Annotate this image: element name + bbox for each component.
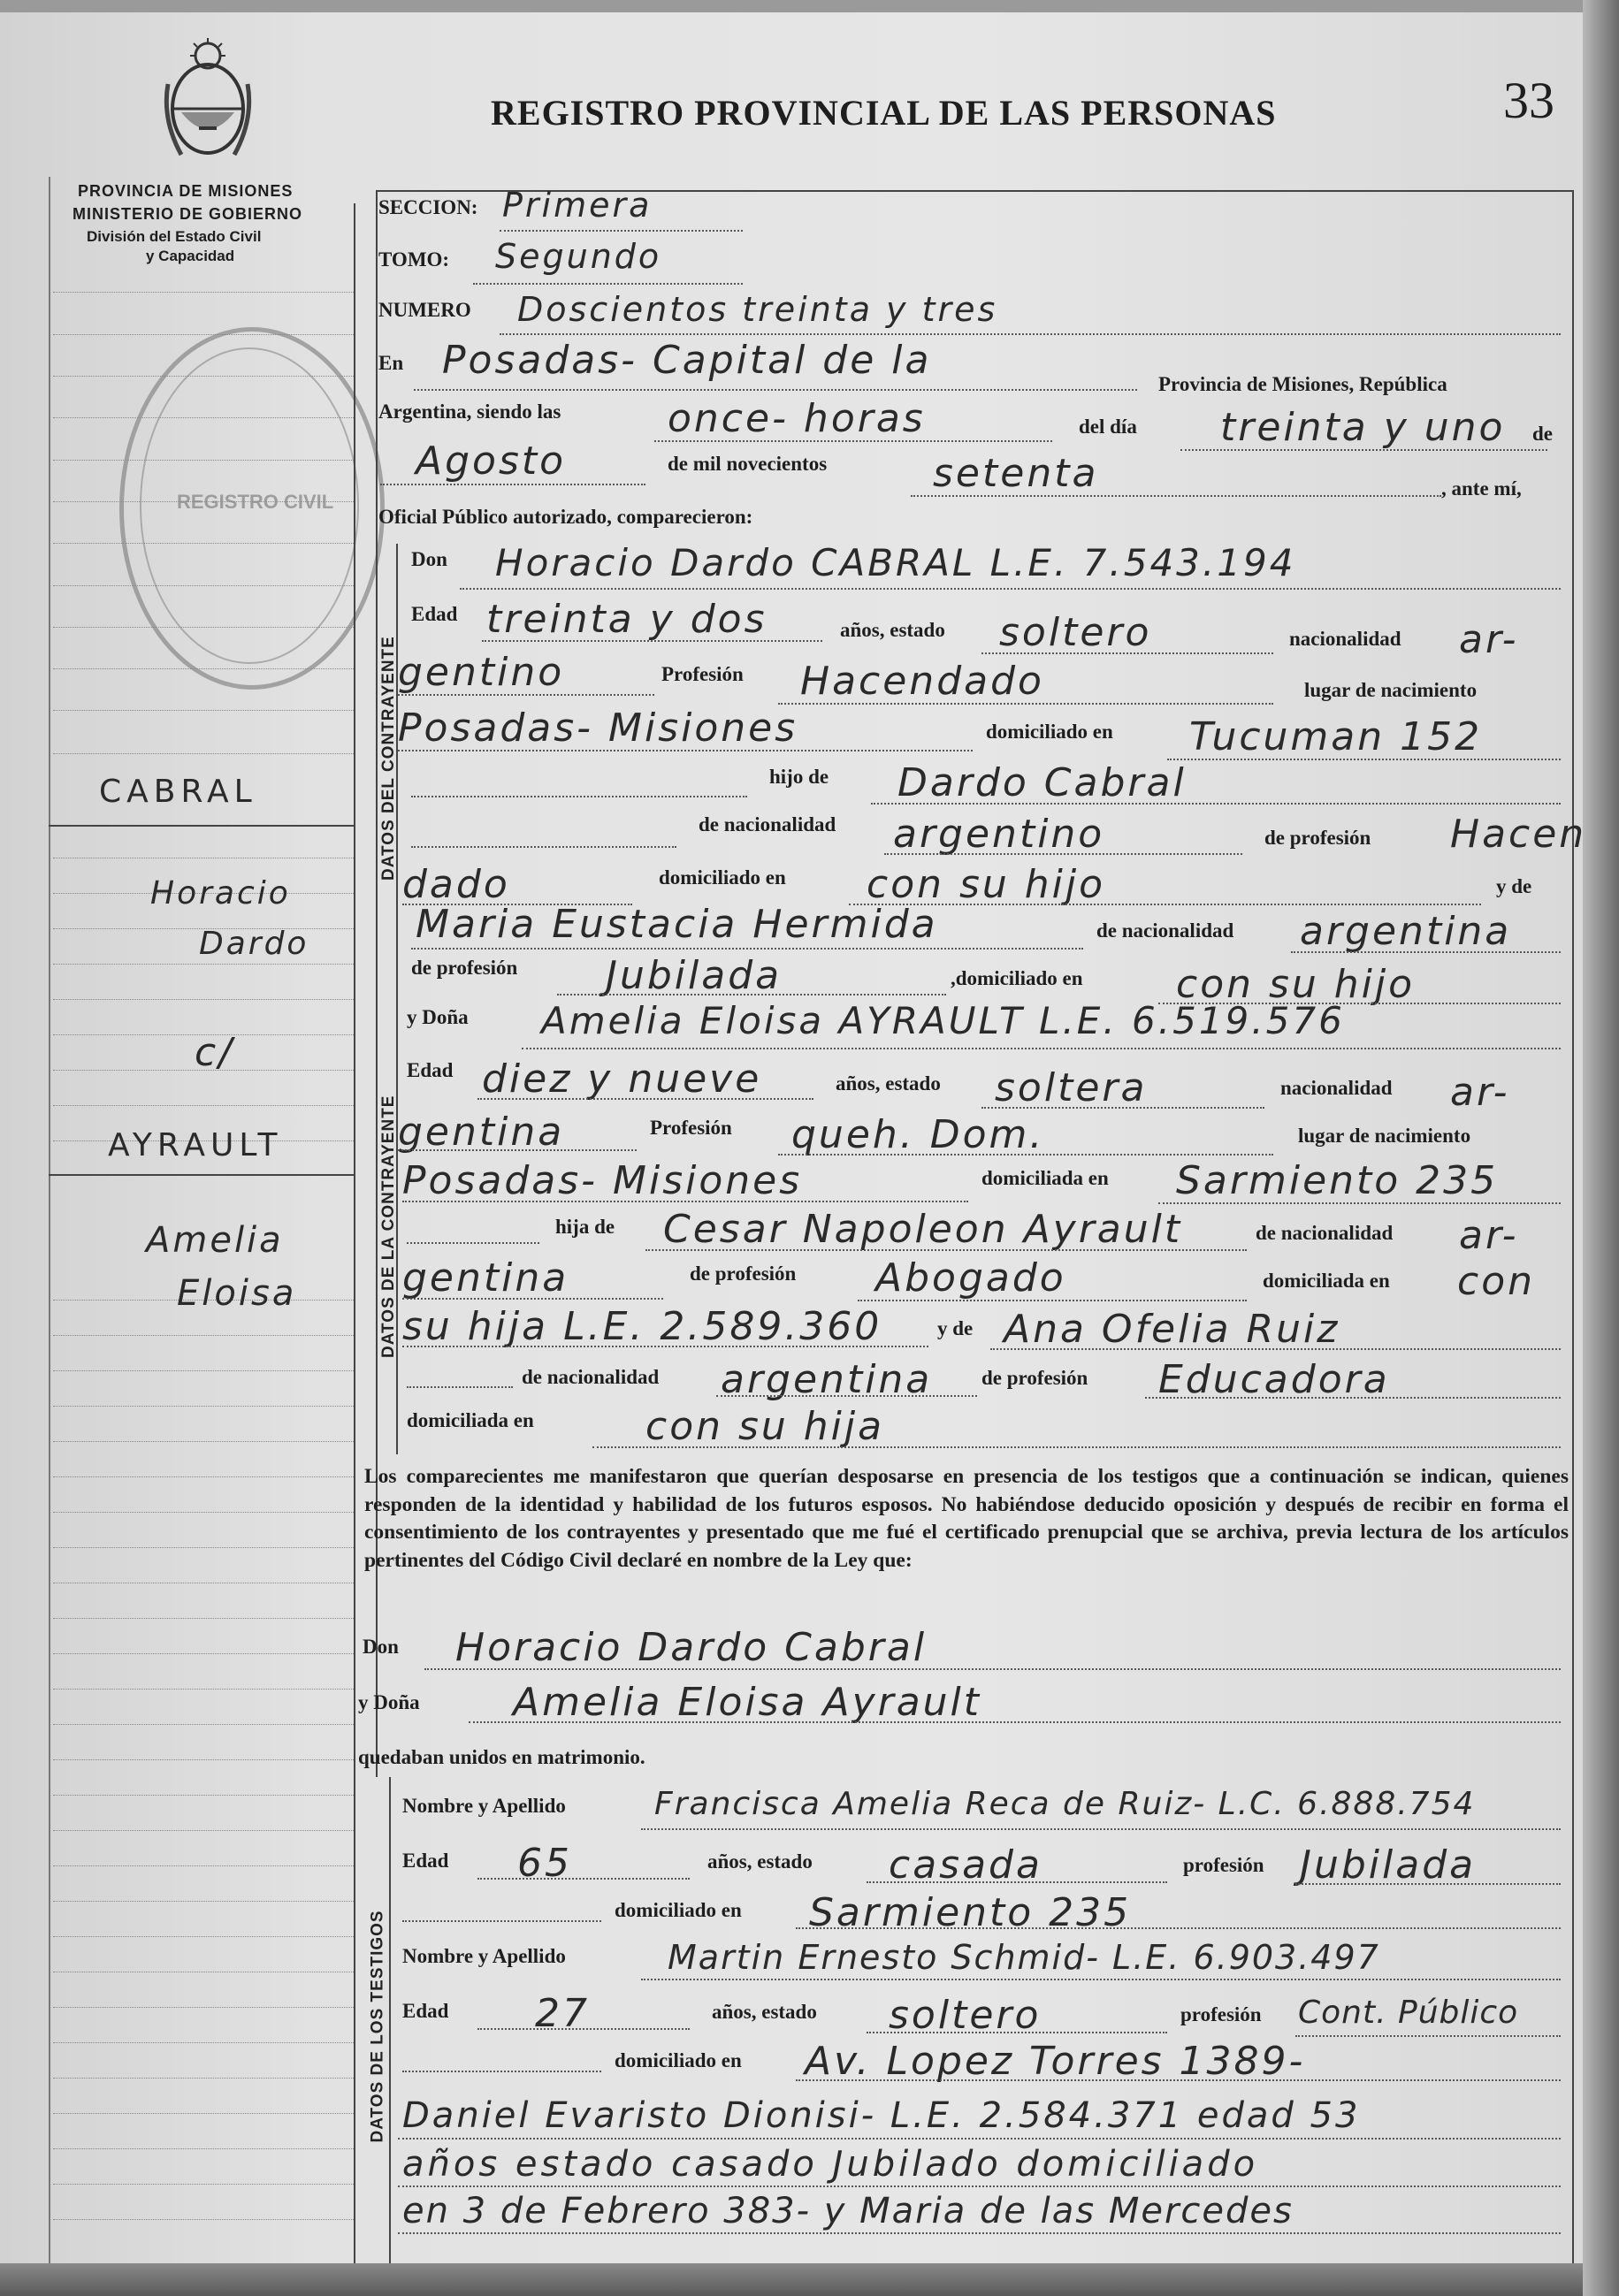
- bride-nacionalidad-label: nacionalidad: [1280, 1077, 1393, 1099]
- witness-extra-line-1: Daniel Evaristo Dionisi- L.E. 2.584.371 edad 53: [402, 2095, 1361, 2136]
- bride-padre-dom-value-a: con: [1457, 1259, 1535, 1304]
- bride-padre-prof-value: Abogado: [875, 1255, 1066, 1301]
- witness-extra-line-3: en 3 de Febrero 383- y Maria de las Mercedes: [402, 2191, 1294, 2231]
- groom-padre-prof-label: de profesión: [1264, 827, 1371, 849]
- bride-hija-label: hija de: [555, 1216, 615, 1238]
- division-label-1: División del Estado Civil: [87, 228, 262, 245]
- mes-value: Agosto: [416, 439, 567, 484]
- numero-label: NUMERO: [378, 299, 471, 321]
- official-seal: [119, 327, 385, 690]
- witness1-name-value: Francisca Amelia Reca de Ruiz- L.C. 6.888.754: [654, 1786, 1476, 1822]
- bride-name-value: Amelia Eloisa AYRAULT L.E. 6.519.576: [541, 999, 1345, 1042]
- bride-nacionalidad-value-a: ar-: [1450, 1070, 1510, 1115]
- anio-value: setenta: [933, 451, 1099, 496]
- groom-domicilio-label: domiciliado en: [986, 721, 1113, 743]
- bride-y-de-label: y de: [937, 1317, 974, 1339]
- margin-name-1a: Horacio: [150, 875, 291, 912]
- witness2-profesion-label: profesión: [1180, 2003, 1262, 2025]
- bride-madre-dom-value: con su hija: [645, 1404, 885, 1449]
- bride-lugar-value: Posadas- Misiones: [402, 1158, 803, 1203]
- seccion-label: SECCION:: [378, 196, 478, 218]
- witness2-estado-label: años, estado: [712, 2001, 817, 2023]
- bride-domicilio-label: domiciliada en: [981, 1167, 1109, 1189]
- oficial-text: Oficial Público autorizado, comparecieron:: [378, 506, 753, 528]
- groom-name-value: Horacio Dardo CABRAL L.E. 7.543.194: [495, 541, 1296, 584]
- bride-nacionalidad-value-b: gentina: [398, 1110, 565, 1155]
- witness2-edad-label: Edad: [402, 2000, 449, 2022]
- numero-value: Doscientos treinta y tres: [517, 290, 998, 329]
- witness1-profesion-value: Jubilada: [1300, 1842, 1477, 1888]
- left-column-rule-left: [49, 177, 50, 2263]
- margin-name-2a: Amelia: [146, 1220, 284, 1261]
- witness-extra-line-2: años estado casado Jubilado domiciliado: [402, 2144, 1259, 2185]
- bride-padre-value: Cesar Napoleon Ayrault: [663, 1207, 1183, 1252]
- groom-nacionalidad-value-a: ar-: [1459, 617, 1519, 662]
- groom-padre-nac-value: argentino: [893, 812, 1105, 857]
- margin-surname-1: CABRAL: [99, 774, 257, 810]
- ministry-label: MINISTERIO DE GOBIERNO: [73, 205, 303, 223]
- declaration-paragraph: Los comparecientes me manifestaron que querían desposarse en presencia de los testigos que a continuación se indican, quienes responden de la identidad y habilidad de los futuros esposos. No habiéndose deducido oposición y después de recibir en forma el consentimiento de los contrayentes y presentado que me fué el certificado prenupcial que se archiva, previa lectura de los artículos pertinentes del Código Civil declaré en nombre de la Ley que:: [364, 1465, 1569, 1572]
- declaration-dona-value: Amelia Eloisa Ayrault: [513, 1680, 982, 1725]
- groom-madre-prof-label: de profesión: [411, 957, 518, 979]
- bride-padre-prof-label: de profesión: [690, 1262, 797, 1285]
- seccion-value: Primera: [502, 186, 653, 225]
- division-label-2: y Capacidad: [146, 248, 235, 264]
- groom-madre-value: Maria Eustacia Hermida: [416, 902, 938, 947]
- witness2-domicilio-label: domiciliado en: [615, 2049, 742, 2071]
- coat-of-arms-icon: [155, 31, 261, 172]
- bride-edad-value: diez y nueve: [482, 1056, 762, 1102]
- witness1-edad-value: 65: [517, 1841, 572, 1886]
- bride-madre-nac-label: de nacionalidad: [522, 1366, 660, 1388]
- groom-profesion-value: Hacendado: [800, 659, 1044, 704]
- bride-padre-dom-value-b: su hija L.E. 2.589.360: [402, 1304, 882, 1349]
- margin-name-2b: Eloisa: [177, 1273, 297, 1314]
- declaration-rule: [354, 1450, 355, 2263]
- bride-estado-value: soltera: [995, 1065, 1148, 1110]
- groom-nacionalidad-value-b: gentino: [398, 650, 565, 695]
- groom-lugar-label: lugar de nacimiento: [1304, 679, 1478, 701]
- margin-connector: c/: [195, 1030, 235, 1075]
- witness2-nombre-label: Nombre y Apellido: [402, 1945, 566, 1967]
- groom-padre-dom-value: con su hijo: [867, 862, 1106, 907]
- bride-madre-value: Ana Ofelia Ruiz: [1004, 1307, 1340, 1352]
- margin-surname-2: AYRAULT: [108, 1127, 283, 1163]
- groom-madre-nac-label: de nacionalidad: [1096, 919, 1234, 942]
- witness2-name-value: Martin Ernesto Schmid- L.E. 6.903.497: [668, 1938, 1380, 1977]
- groom-padre-dom-label: domiciliado en: [659, 866, 786, 889]
- declaration-don-label: Don: [363, 1636, 399, 1658]
- margin-divider-1: [49, 825, 354, 827]
- declaration-unidos-text: quedaban unidos en matrimonio.: [358, 1746, 645, 1768]
- groom-domicilio-value: Tucuman 152: [1189, 714, 1483, 759]
- side-label-bride: DATOS DE LA CONTRAYENTE: [379, 1095, 398, 1358]
- bride-edad-label: Edad: [407, 1059, 454, 1081]
- groom-padre-value: Dardo Cabral: [897, 760, 1187, 805]
- groom-madre-nac-value: argentina: [1300, 909, 1512, 954]
- witness-section-rule: [389, 1777, 391, 2263]
- form-rule-right: [1572, 190, 1574, 2263]
- groom-padre-nac-label: de nacionalidad: [699, 813, 836, 835]
- page-title: REGISTRO PROVINCIAL DE LAS PERSONAS: [491, 93, 1277, 133]
- witness2-domicilio-value: Av. Lopez Torres 1389-: [805, 2039, 1306, 2084]
- margin-divider-2: [49, 1174, 354, 1176]
- witness1-profesion-label: profesión: [1183, 1854, 1264, 1876]
- bride-madre-dom-label: domiciliada en: [407, 1409, 534, 1431]
- bride-lugar-label: lugar de nacimiento: [1298, 1125, 1471, 1147]
- witness2-estado-value: soltero: [889, 1993, 1042, 2038]
- en-value: Posadas- Capital de la: [442, 338, 932, 383]
- province-label: PROVINCIA DE MISIONES: [78, 182, 294, 200]
- side-label-witnesses: DATOS DE LOS TESTIGOS: [368, 1910, 387, 2143]
- witness1-domicilio-value: Sarmiento 235: [809, 1890, 1132, 1935]
- de-text: de: [1532, 423, 1553, 445]
- witness1-nombre-label: Nombre y Apellido: [402, 1795, 566, 1817]
- groom-lugar-value: Posadas- Misiones: [398, 706, 798, 751]
- groom-madre-dom-label: ,domiciliado en: [951, 967, 1083, 989]
- witness2-edad-value: 27: [535, 1991, 590, 2036]
- witness1-edad-label: Edad: [402, 1850, 449, 1872]
- declaration-dona-label: y Doña: [358, 1691, 420, 1713]
- bride-domicilio-value: Sarmiento 235: [1176, 1158, 1499, 1203]
- groom-hijo-label: hijo de: [769, 766, 829, 788]
- bottom-shadow: [0, 2263, 1619, 2296]
- ante-mi-text: , ante mí,: [1441, 477, 1522, 500]
- tomo-value: Segundo: [495, 237, 662, 276]
- witness2-profesion-value: Cont. Público: [1298, 1995, 1519, 2031]
- groom-madre-prof-value: Jubilada: [606, 953, 783, 998]
- seal-text: REGISTRO CIVIL: [177, 491, 334, 513]
- groom-profesion-label: Profesión: [661, 663, 744, 685]
- declaration-don-value: Horacio Dardo Cabral: [455, 1625, 928, 1670]
- groom-edad-value: treinta y dos: [486, 597, 767, 642]
- groom-edad-label: Edad: [411, 603, 458, 625]
- page-number: 33: [1503, 72, 1554, 129]
- bride-profesion-label: Profesión: [650, 1117, 732, 1139]
- del-dia-text: del día: [1079, 416, 1137, 438]
- witness1-domicilio-label: domiciliado en: [615, 1899, 742, 1921]
- bride-madre-prof-label: de profesión: [981, 1367, 1088, 1389]
- bride-padre-nac-value-a: ar-: [1459, 1213, 1519, 1258]
- witness1-estado-label: años, estado: [707, 1850, 813, 1873]
- bride-madre-prof-value: Educadora: [1158, 1357, 1390, 1402]
- margin-name-1b: Dardo: [199, 926, 309, 962]
- bride-padre-nac-value-b: gentina: [402, 1255, 569, 1301]
- groom-nacionalidad-label: nacionalidad: [1289, 628, 1401, 650]
- groom-estado-label: años, estado: [840, 619, 945, 641]
- groom-estado-value: soltero: [999, 610, 1152, 655]
- bride-padre-dom-label: domiciliada en: [1263, 1270, 1390, 1292]
- bride-dona-label: y Doña: [407, 1006, 469, 1028]
- groom-don-label: Don: [411, 548, 447, 570]
- mil-text: de mil novecientos: [668, 453, 828, 475]
- right-shadow: [1583, 0, 1619, 2296]
- groom-y-de-label: y de: [1496, 875, 1532, 897]
- bride-padre-nac-label: de nacionalidad: [1256, 1222, 1394, 1244]
- bride-profesion-value: queh. Dom.: [791, 1112, 1045, 1157]
- witness1-estado-value: casada: [889, 1842, 1042, 1888]
- argentina-text: Argentina, siendo las: [378, 400, 561, 423]
- side-label-groom: DATOS DEL CONTRAYENTE: [379, 636, 398, 881]
- groom-padre-prof-value-a: Hacen: [1450, 812, 1587, 857]
- horas-value: once- horas: [668, 396, 926, 441]
- bride-madre-nac-value: argentina: [721, 1357, 933, 1402]
- binding-edge: [0, 0, 1619, 12]
- provincia-text: Provincia de Misiones, República: [1158, 373, 1447, 395]
- en-label: En: [378, 352, 404, 374]
- tomo-label: TOMO:: [378, 248, 450, 271]
- dia-value: treinta y uno: [1220, 405, 1506, 450]
- groom-madre-dom-value: con su hijo: [1176, 962, 1416, 1007]
- bride-estado-label: años, estado: [836, 1072, 941, 1095]
- groom-padre-prof-value-b: dado: [402, 862, 510, 907]
